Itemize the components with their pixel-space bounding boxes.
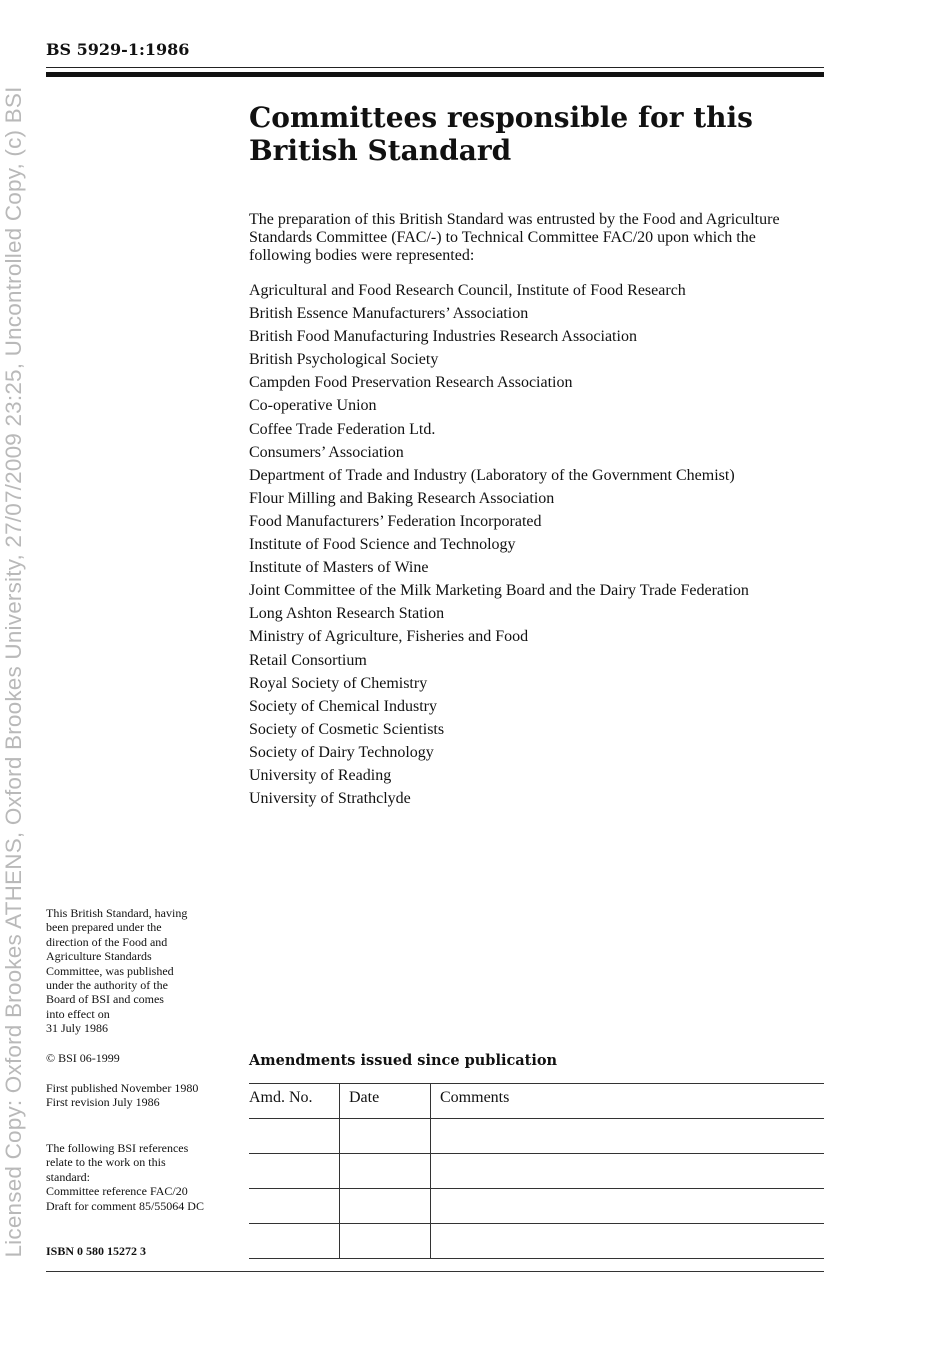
member-body: Institute of Masters of Wine: [249, 559, 429, 577]
reference-line: Draft for comment 85/55064 DC: [46, 1198, 204, 1213]
member-body: Society of Cosmetic Scientists: [249, 720, 445, 738]
member-body: British Food Manufacturing Industries Research Association: [249, 328, 637, 346]
table-cell: [249, 1154, 340, 1189]
publication-note-line: Board of BSI and comes: [46, 992, 164, 1007]
table-cell: [249, 1189, 340, 1224]
footer-rule: [46, 1271, 824, 1272]
member-body: British Essence Manufacturers’ Association: [249, 305, 529, 323]
member-body: University of Reading: [249, 766, 392, 784]
publication-note-line: under the authority of the: [46, 978, 168, 993]
table-cell: [340, 1189, 431, 1224]
publication-note-line: direction of the Food and: [46, 934, 168, 949]
bsi-references: [46, 1141, 236, 1213]
watermark: [0, 0, 30, 1345]
header-rule-thick: [46, 72, 824, 77]
table-cell: [431, 1189, 825, 1224]
member-body: Department of Trade and Industry (Laboratory of the Government Chemist): [249, 466, 735, 484]
intro-paragraph: The preparation of this British Standard was entrusted by the Food and Agriculture Standards Committee (FAC/-) to Technical Committee FAC/20 upon which the following bodies were represented:: [249, 211, 780, 264]
publication-note-line: Committee, was published: [46, 963, 174, 978]
member-body: Society of Chemical Industry: [249, 697, 437, 715]
watermark-text: Licensed Copy: Oxford Brookes ATHENS, Oxford Brookes University, 27/07/2009 23:25, Uncontrolled Copy, (c) BSI: [1, 86, 26, 1258]
member-body: Institute of Food Science and Technology: [249, 536, 516, 554]
member-body: Co-operative Union: [249, 397, 377, 415]
member-bodies-list: [249, 281, 749, 812]
publication-note-line: Agriculture Standards: [46, 949, 152, 964]
member-body: Society of Dairy Technology: [249, 743, 434, 761]
member-body: Coffee Trade Federation Ltd.: [249, 420, 436, 438]
standard-number: BS 5929-1:1986: [46, 40, 190, 59]
copyright-notice: © BSI 06-1999: [46, 1051, 120, 1065]
table-cell: [249, 1224, 340, 1259]
publication-note-line: been prepared under the: [46, 920, 162, 935]
table-cell: [249, 1119, 340, 1154]
column-header-date: Date: [340, 1084, 431, 1119]
table-row: [249, 1119, 824, 1154]
member-body: University of Strathclyde: [249, 790, 411, 808]
member-body: Royal Society of Chemistry: [249, 674, 428, 692]
publication-note-line: into effect on: [46, 1006, 110, 1021]
amendments-header-row: [249, 1084, 824, 1119]
amendments-table: [249, 1083, 824, 1259]
member-body: Food Manufacturers’ Federation Incorporated: [249, 512, 542, 530]
member-body: Long Ashton Research Station: [249, 605, 445, 623]
member-body: Flour Milling and Baking Research Association: [249, 489, 555, 507]
member-body: Retail Consortium: [249, 651, 367, 669]
reference-line: Committee reference FAC/20: [46, 1184, 188, 1199]
header-rule-thin: [46, 67, 824, 68]
isbn: ISBN 0 580 15272 3: [46, 1244, 147, 1258]
table-row: [249, 1154, 824, 1189]
table-row: [249, 1224, 824, 1259]
publication-note-line: This British Standard, having: [46, 906, 188, 920]
publication-note: [46, 906, 236, 1036]
history-line: First revision July 1986: [46, 1095, 160, 1110]
reference-line: standard:: [46, 1169, 90, 1184]
column-header-amd-no: Amd. No.: [249, 1084, 340, 1119]
member-body: Consumers’ Association: [249, 443, 404, 461]
member-body: Campden Food Preservation Research Association: [249, 374, 573, 392]
publication-history: [46, 1081, 236, 1110]
history-line: First published November 1980: [46, 1081, 199, 1095]
table-row: [249, 1189, 824, 1224]
page-title: Committees responsible for this British Standard: [249, 101, 753, 167]
amendments-title: Amendments issued since publication: [249, 1052, 558, 1069]
column-header-comments: Comments: [431, 1084, 825, 1119]
reference-line: relate to the work on this: [46, 1155, 166, 1170]
table-cell: [431, 1224, 825, 1259]
publication-note-line: 31 July 1986: [46, 1021, 109, 1036]
table-cell: [431, 1119, 825, 1154]
table-cell: [340, 1224, 431, 1259]
reference-line: The following BSI references: [46, 1141, 189, 1155]
table-cell: [431, 1154, 825, 1189]
member-body: Joint Committee of the Milk Marketing Board and the Dairy Trade Federation: [249, 582, 749, 600]
table-cell: [340, 1119, 431, 1154]
member-body: Ministry of Agriculture, Fisheries and Food: [249, 628, 529, 646]
table-cell: [340, 1154, 431, 1189]
member-body: Agricultural and Food Research Council, Institute of Food Research: [249, 282, 686, 299]
member-body: British Psychological Society: [249, 351, 439, 369]
